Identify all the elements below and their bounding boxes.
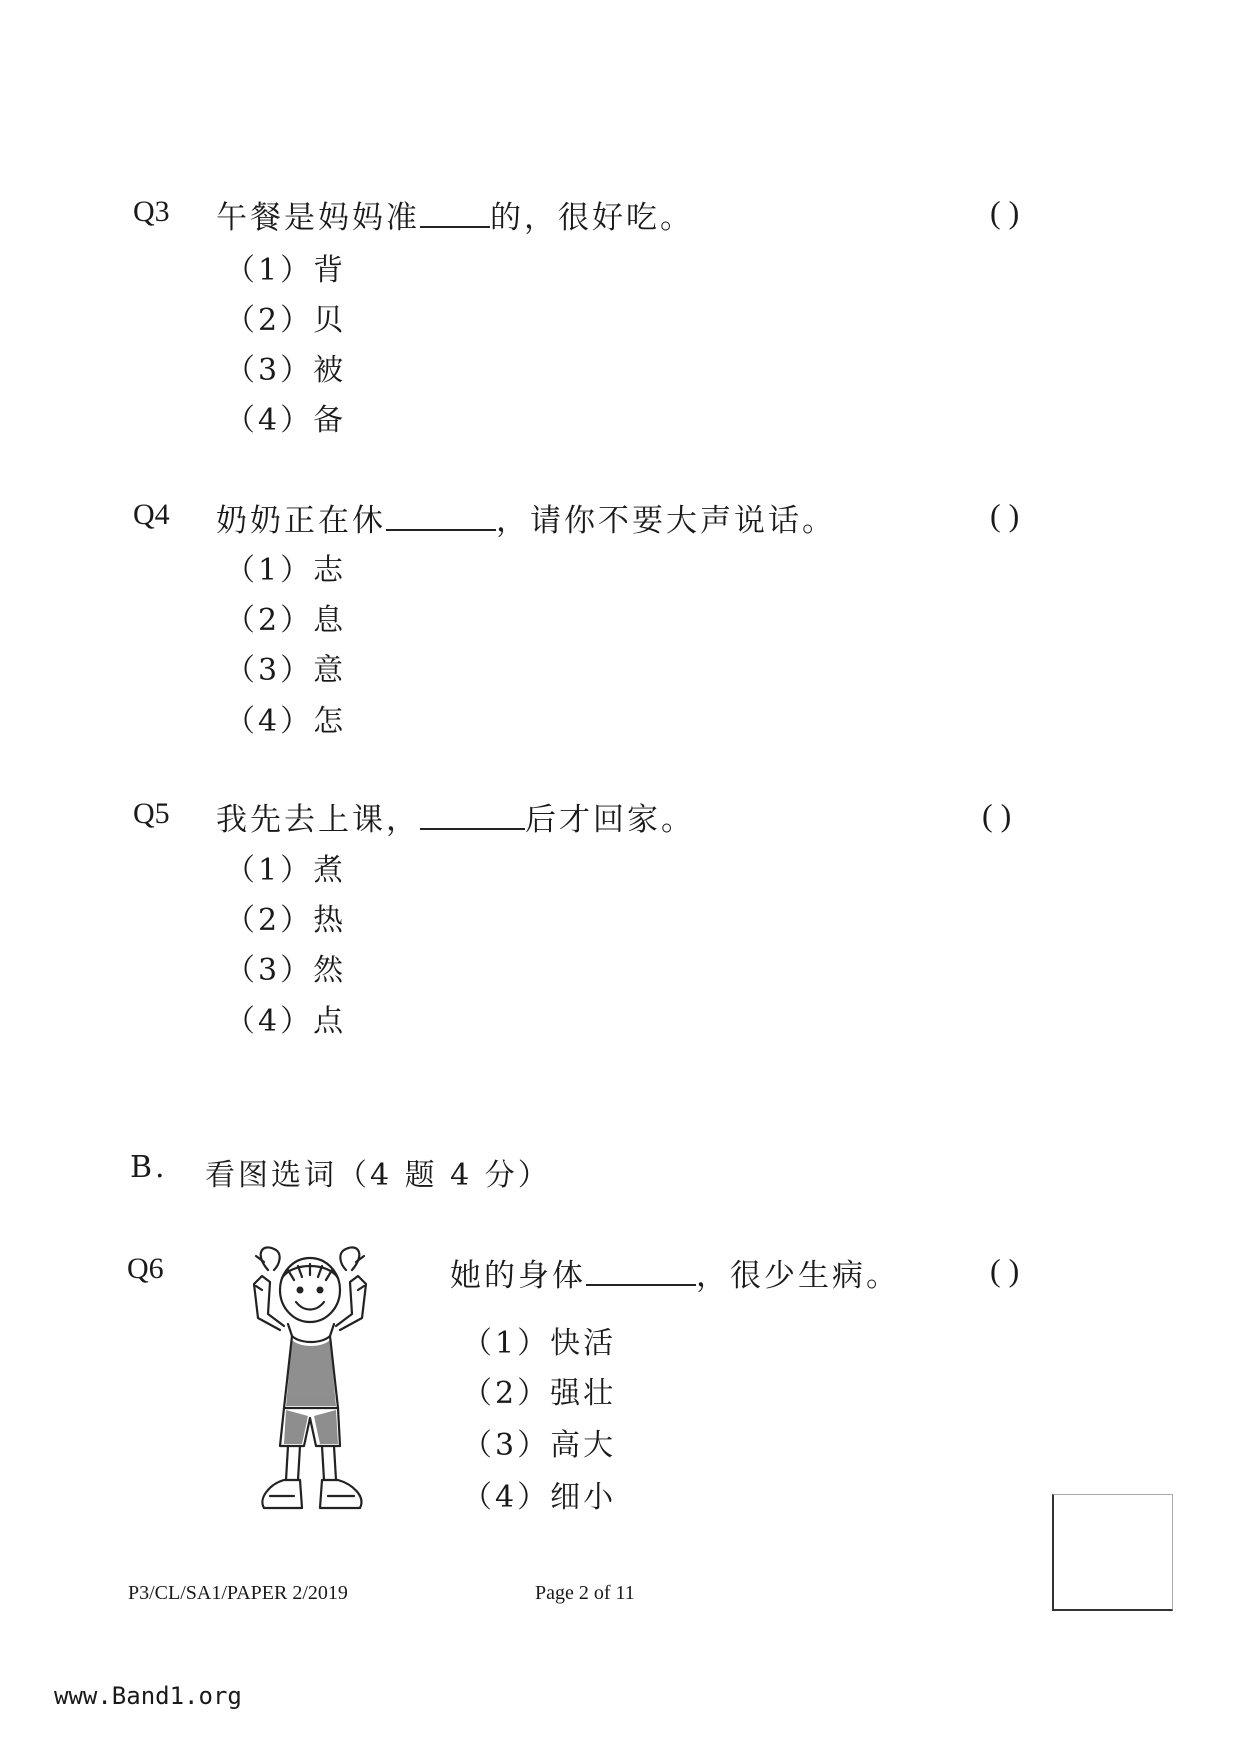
stem-before: 午餐是妈妈准 xyxy=(216,200,420,236)
option-2[interactable]: （2）强壮 xyxy=(462,1376,617,1411)
answer-blank xyxy=(386,525,496,531)
option-1[interactable]: （1）煮 xyxy=(225,853,347,888)
option-4[interactable]: （4）点 xyxy=(225,1004,347,1039)
question-number: Q5 xyxy=(133,797,170,830)
marks-box xyxy=(1052,1494,1173,1611)
section-title: 看图选词（4 题 4 分） xyxy=(205,1158,551,1193)
answer-blank xyxy=(420,222,490,228)
answer-blank xyxy=(586,1280,696,1286)
option-4[interactable]: （4）备 xyxy=(225,403,347,438)
stem-after: 后才回家。 xyxy=(525,802,695,838)
watermark[interactable]: www.Band1.org xyxy=(50,1680,246,1712)
stem-after: ，很少生病。 xyxy=(696,1258,900,1294)
question-stem xyxy=(450,1250,900,1295)
answer-bracket[interactable]: ( ) xyxy=(982,797,1012,833)
option-2[interactable]: （2）息 xyxy=(225,603,347,638)
option-4[interactable]: （4）细小 xyxy=(462,1480,617,1515)
option-1[interactable]: （1）快活 xyxy=(462,1326,617,1361)
question-number: Q3 xyxy=(133,195,170,228)
answer-bracket[interactable]: ( ) xyxy=(990,194,1020,230)
stem-before: 她的身体 xyxy=(450,1258,586,1294)
option-3[interactable]: （3）高大 xyxy=(462,1428,617,1463)
question-number: Q6 xyxy=(127,1252,164,1285)
option-3[interactable]: （3）然 xyxy=(225,953,347,988)
answer-blank xyxy=(420,824,525,830)
option-1[interactable]: （1）志 xyxy=(225,553,347,588)
option-3[interactable]: （3）意 xyxy=(225,653,347,688)
option-1[interactable]: （1）背 xyxy=(225,253,347,288)
stem-after: 的，很好吃。 xyxy=(490,200,694,236)
question-stem xyxy=(216,495,836,540)
stem-before: 我先去上课， xyxy=(216,802,420,838)
section-label: B. xyxy=(130,1150,168,1185)
answer-bracket[interactable]: ( ) xyxy=(990,1252,1020,1288)
stem-before: 奶奶正在休 xyxy=(216,503,386,539)
option-2[interactable]: （2）热 xyxy=(225,903,347,938)
option-2[interactable]: （2）贝 xyxy=(225,303,347,338)
answer-bracket[interactable]: ( ) xyxy=(990,497,1020,533)
option-3[interactable]: （3）被 xyxy=(225,353,347,388)
question-stem xyxy=(216,794,695,839)
paper-code: P3/CL/SA1/PAPER 2/2019 xyxy=(128,1582,348,1604)
girl-illustration xyxy=(240,1240,405,1520)
page-number: Page 2 of 11 xyxy=(535,1582,635,1604)
stem-after: ，请你不要大声说话。 xyxy=(496,503,836,539)
option-4[interactable]: （4）怎 xyxy=(225,704,347,739)
question-stem xyxy=(216,192,694,237)
question-number: Q4 xyxy=(133,498,170,531)
